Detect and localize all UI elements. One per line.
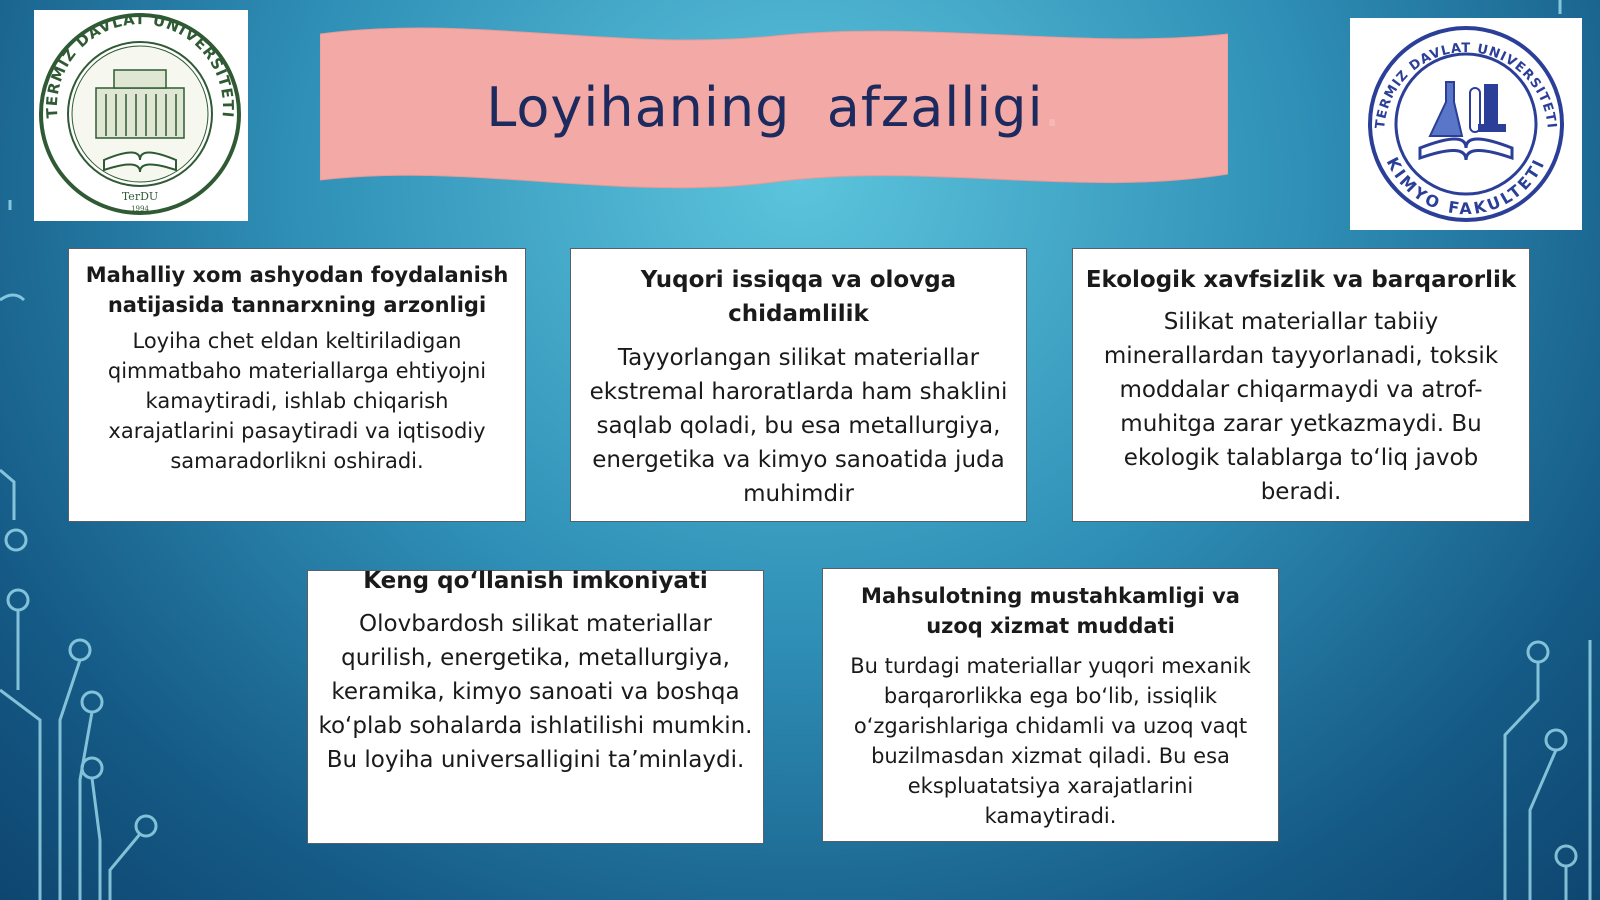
svg-text:TerDU: TerDU [121, 190, 159, 203]
university-logo-left [34, 10, 248, 221]
advantage-card-ecology [1072, 248, 1530, 522]
title-banner [320, 22, 1228, 192]
card-body: Loyiha chet eldan keltiriladigan qimmatbaho materiallarga ehtiyojni kamaytiradi, ishlab chiqarish xarajatlarini pasaytiradi va iqtisodiy samaradorlikni oshiradi. [107, 329, 487, 473]
card-heading: Yuqori issiqqa va olovga chidamlilik [640, 267, 957, 327]
advantage-card-cost [68, 248, 526, 522]
advantage-card-heat-resistance [570, 248, 1027, 522]
faculty-logo-right [1350, 18, 1582, 230]
advantage-card-applications [307, 570, 764, 844]
card-body: Olovbardosh silikat materiallar qurilish, energetika, metallurgiya, keramika, kimyo sanoati va boshqa ko‘plab sohalarda ishlatilishi mumkin. Bu loyiha universalligini ta’minlaydi. [318, 611, 753, 773]
card-heading: Mahalliy xom ashyodan foydalanish natijasida tannarxning arzonligi [85, 263, 509, 317]
card-heading: Mahsulotning mustahkamligi va uzoq xizmat muddati [861, 584, 1240, 638]
title-dot: . [1043, 75, 1062, 139]
card-body: Bu turdagi materiallar yuqori mexanik barqarorlikka ega bo‘lib, issiqlik o‘zgarishlariga chidamli va uzoq vaqt buzilmasdan xizmat qiladi. Bu esa ekspluatatsiya xarajatlarini kamaytiradi. [850, 654, 1251, 828]
card-body: Tayyorlangan silikat materiallar ekstremal haroratlarda ham shaklini saqlab qoladi, bu esa metallurgiya, energetika va kimyo sanoatida juda muhimdir [589, 345, 1008, 507]
page-title [320, 22, 1228, 192]
svg-text:1994: 1994 [131, 205, 149, 213]
svg-text:TERMIZ DAVLAT UNIVERSITETI: TERMIZ DAVLAT UNIVERSITETI [1373, 41, 1559, 130]
page-title-text: Loyihaning afzalligi [486, 75, 1044, 139]
svg-text:TERMIZ DAVLAT UNIVERSITETI: TERMIZ DAVLAT UNIVERSITETI [42, 10, 238, 120]
svg-text:KIMYO FAKULTETI: KIMYO FAKULTETI [1382, 154, 1550, 219]
advantage-card-durability [822, 568, 1279, 842]
card-body: Silikat materiallar tabiiy minerallardan tayyorlanadi, toksik moddalar chiqarmaydi va atrof-muhitga zarar yetkazmaydi. Bu ekologik talablarga to‘liq javob beradi. [1103, 309, 1499, 505]
card-heading: Keng qo‘llanish imkoniyati [363, 568, 708, 594]
card-heading: Ekologik xavfsizlik va barqarorlik [1085, 267, 1517, 293]
